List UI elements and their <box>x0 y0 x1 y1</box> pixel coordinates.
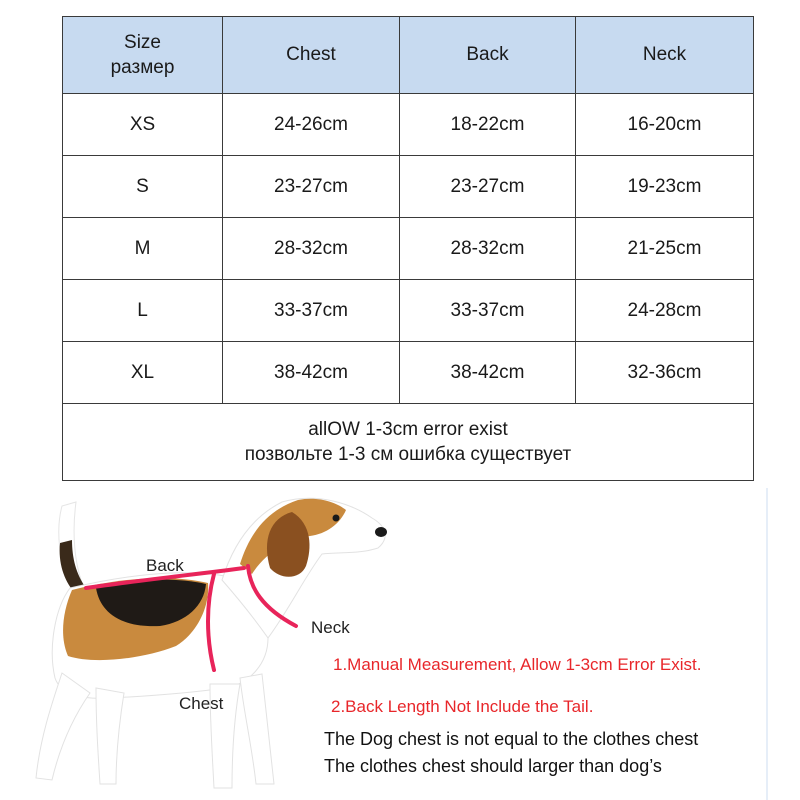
cell-neck: 24-28cm <box>576 280 754 342</box>
label-neck: Neck <box>311 618 350 637</box>
cell-chest: 28-32cm <box>223 218 400 280</box>
cell-size: S <box>63 156 223 218</box>
cell-chest: 24-26cm <box>223 94 400 156</box>
table-row <box>63 218 754 280</box>
cell-size: L <box>63 280 223 342</box>
table-row <box>63 156 754 218</box>
cell-chest: 23-27cm <box>223 156 400 218</box>
header-size-ru: размер <box>110 57 175 78</box>
header-size <box>63 17 223 94</box>
cell-size: M <box>63 218 223 280</box>
header-size-en: Size <box>124 32 161 53</box>
dog-illustration <box>0 488 800 800</box>
table-header-row <box>63 17 754 94</box>
cell-chest: 33-37cm <box>223 280 400 342</box>
cell-size: XL <box>63 342 223 404</box>
table-row <box>63 342 754 404</box>
label-chest: Chest <box>179 694 224 713</box>
table-row <box>63 94 754 156</box>
header-back: Back <box>400 17 576 94</box>
header-chest: Chest <box>223 17 400 94</box>
tolerance-note <box>63 404 754 481</box>
note-back-length: 2.Back Length Not Include the Tail. <box>331 697 594 716</box>
cell-neck: 16-20cm <box>576 94 754 156</box>
table-row <box>63 280 754 342</box>
tolerance-note-en: allOW 1-3cm error exist <box>308 419 508 440</box>
label-back: Back <box>146 556 184 575</box>
tolerance-note-ru: позвольте 1-3 см ошибка существует <box>244 444 572 465</box>
cell-back: 28-32cm <box>400 218 576 280</box>
cell-chest: 38-42cm <box>223 342 400 404</box>
note-measurement: 1.Manual Measurement, Allow 1-3cm Error Exist. <box>333 655 702 674</box>
tolerance-note-row <box>63 404 754 481</box>
cell-neck: 32-36cm <box>576 342 754 404</box>
size-chart-table <box>62 16 754 481</box>
cell-back: 33-37cm <box>400 280 576 342</box>
cell-neck: 19-23cm <box>576 156 754 218</box>
cell-neck: 21-25cm <box>576 218 754 280</box>
cell-back: 38-42cm <box>400 342 576 404</box>
header-neck: Neck <box>576 17 754 94</box>
cell-back: 23-27cm <box>400 156 576 218</box>
note-clothes-larger: The clothes chest should larger than dog’s <box>324 756 662 776</box>
note-chest-difference: The Dog chest is not equal to the clothes chest <box>324 729 699 749</box>
cell-size: XS <box>63 94 223 156</box>
cell-back: 18-22cm <box>400 94 576 156</box>
measurement-diagram <box>0 488 800 800</box>
